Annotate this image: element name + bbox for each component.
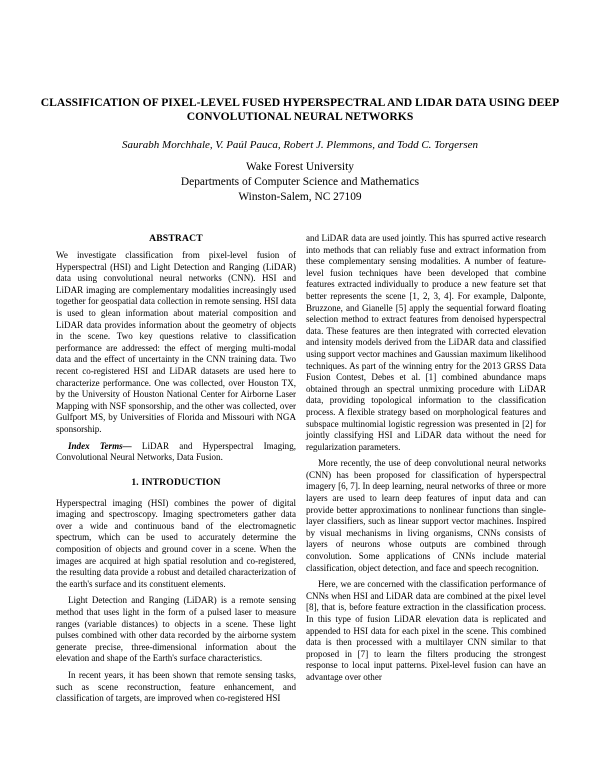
right-paragraph-3: Here, we are concerned with the classification performance of CNNs when HSI and LiDAR data are combined at the pixel level [8], that is, before feature extraction in the classification process. In this type of fusion LiDAR elevation data is replicated and appended to HSI data for each pixel in the scene. This combined data is then processed with a multilayer CNN similar to that proposed in [7] to learn the filters producing the strongest response to local input patterns. Pixel-level fusion can have an advantage over other — [306, 579, 546, 682]
index-terms — [56, 441, 296, 464]
right-paragraph-2: More recently, the use of deep convolutional neural networks (CNN) has been proposed for classification of hyperspectral imagery [6, 7]. In deep learning, neural networks of three or more layers are used to learn deep features of input data and can provide better approximations to nonlinear functions than single-layer classifiers, such as linear support vector machines. Inspired by visual mechanisms in living organisms, CNNs consists of layers of neurons whose outputs are combined through convolution. Some applications of CNNs include material classification, object detection, and face and speech recognition. — [306, 458, 546, 573]
affiliation-university: Wake Forest University — [246, 161, 354, 173]
abstract-heading: ABSTRACT — [149, 233, 203, 244]
affiliation-departments: Departments of Computer Science and Mathematics — [180, 176, 420, 188]
affiliation-address: Winston-Salem, NC 27109 — [238, 191, 362, 203]
intro-paragraph-3: In recent years, it has been shown that remote sensing tasks, such as scene reconstruction, feature enhancement, and classification of targets, are improved when co-registered HSI — [56, 670, 296, 704]
abstract-text: We investigate classification from pixel-level fusion of Hyperspectral (HSI) and Light Detection and Ranging (LiDAR) data using convolutional neural networks (CNN). HSI and LiDAR imaging are complementary modalities increasingly used together for geospatial data collection in remote sensing. HSI data is used to glean information about material composition and LiDAR data provides information about the geometry of objects in the scene. Two key questions relative to classification performance are addressed: the effect of merging multi-modal data and the effect of uncertainty in the CNN training data. Two recent co-registered HSI and LiDAR datasets are used here to characterize performance. One was collected, over Houston TX, by the University of Houston National Center for Airborne Laser Mapping with NSF sponsorship, and the other was collected, over Gulfport MS, by Universities of Florida and Missouri with NGA sponsorship. — [56, 250, 296, 434]
introduction-heading: 1. INTRODUCTION — [131, 476, 221, 488]
affiliation-block — [40, 160, 560, 205]
index-terms-label: Index Terms— — [68, 440, 132, 451]
paper-title: CLASSIFICATION OF PIXEL-LEVEL FUSED HYPERSPECTRAL AND LIDAR DATA USING DEEP CONVOLUTIONAL NEURAL NETWORKS — [40, 96, 560, 123]
right-paragraph-1: and LiDAR data are used jointly. This has spurred active research into methods that can reliably fuse and extract information from these complementary sensing modalities. A number of feature-level fusion techniques have been developed that combine features extracted individually to produce a new feature set that better represents the scene [1, 2, 3, 4]. For example, Dalponte, Bruzzone, and Gianelle [5] apply the sequential forward floating selection method to extract features from denoised hyperspectral data. These features are then integrated with corrected elevation and intensity models derived from the LiDAR data and classified using support vector machines and Gaussian maximum likelihood techniques. As part of the winning entry for the 2013 GRSS Data Fusion Contest, Debes et al. [1] combined abundance maps obtained through an spectral unmixing procedure with LiDAR data, providing topological information to the classification process. A flexible strategy based on morphological features and subspace multinomial logistic regression was presented in [2] for jointly classifying HSI and LiDAR data without the need for regularization parameters. — [306, 233, 546, 452]
right-column — [306, 233, 546, 684]
index-terms-text: LiDAR and Hyperspectral Imaging, Convolutional Neural Networks, Data Fusion. — [56, 440, 296, 463]
intro-paragraph-2: Light Detection and Ranging (LiDAR) is a remote sensing method that uses light in the form of a pulsed laser to measure ranges (variable distances) to objects in a scene. These light pulses combined with other data recorded by the airborne system generate precise, three-dimensional information about the elevation and shape of the Earth's surface characteristics. — [56, 595, 296, 664]
author-list: Saurabh Morchhale, V. Paúl Pauca, Robert J. Plemmons, and Todd C. Torgersen — [122, 139, 478, 151]
left-column — [56, 233, 296, 705]
intro-paragraph-1: Hyperspectral imaging (HSI) combines the power of digital imaging and spectroscopy. Imaging spectrometers gather data over a wide and continuous band of the electromagnetic spectrum, which can be used to accurately determine the composition of objects and ground cover in a scene. When the images are acquired at high spatial resolution and co-registered, the resulting data provide a robust and detailed characterization of the earth's surface and its constituent elements. — [56, 497, 296, 589]
